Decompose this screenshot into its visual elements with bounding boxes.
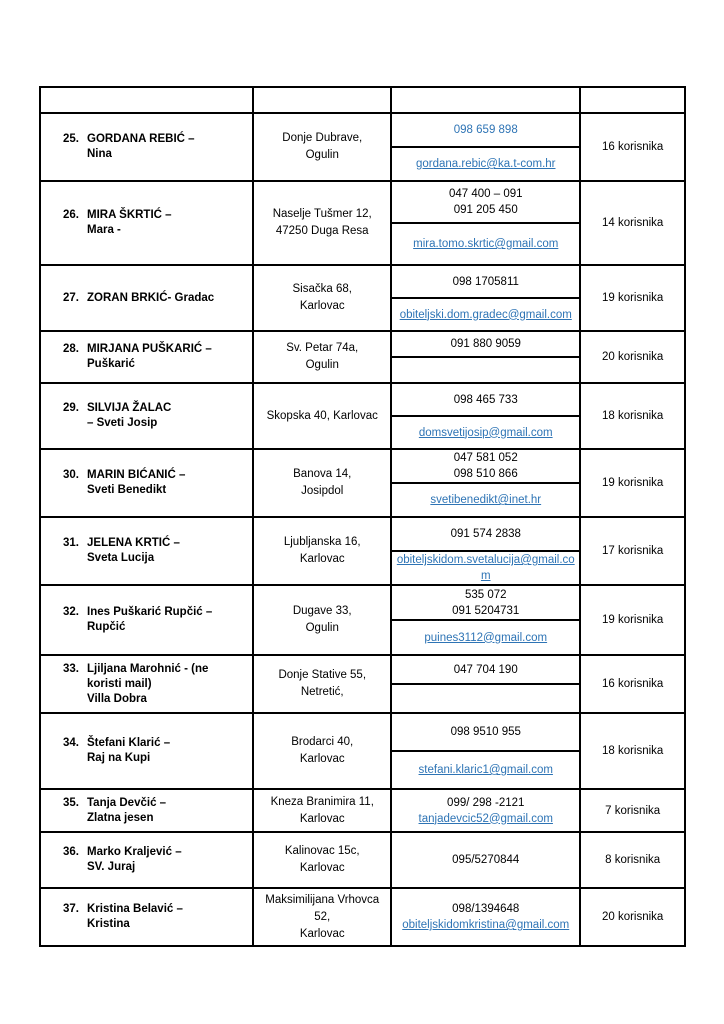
owner-name [63, 605, 252, 620]
address-line: Ogulin [305, 622, 339, 634]
home-name: Zlatna jesen [87, 811, 154, 824]
owner-cell [40, 832, 253, 888]
address-cell [253, 888, 391, 946]
address-line: Karlovac [299, 300, 345, 312]
phone-number: 047 400 – 091 [448, 188, 523, 200]
row-number: 36. [63, 846, 79, 858]
phone-number: 091 574 2838 [450, 528, 521, 540]
owner-name-text: MIRA ŠKRTIĆ – [87, 209, 172, 221]
contact-box [392, 586, 579, 654]
email-link[interactable]: obiteljskidom.svetalucija@gmail.com [392, 550, 579, 584]
home-name: Kristina [87, 918, 130, 930]
row-number: 25. [63, 133, 79, 145]
owner-name [63, 902, 252, 917]
contact-cell [391, 265, 580, 331]
phone-number: 091 205 450 [453, 204, 518, 216]
address-line: Sv. Petar 74a, [286, 342, 359, 354]
contact-box [392, 332, 579, 382]
address-cell [253, 383, 391, 449]
owner-name-text: Marko Kraljević – [87, 846, 182, 858]
owner-name [63, 736, 252, 751]
owner-name [63, 342, 252, 357]
phone-number: 098 510 866 [453, 468, 518, 480]
address-cell [253, 585, 391, 655]
address-line: Netretić, [300, 686, 344, 698]
table-row [40, 331, 685, 383]
owner-cell [40, 789, 253, 832]
owner-cell [40, 655, 253, 713]
phone-box [392, 332, 579, 356]
address-line: Ljubljanska 16, [283, 536, 361, 548]
contact-cell [391, 789, 580, 832]
row-number: 34. [63, 737, 79, 749]
email-link [392, 683, 579, 712]
contact-box [392, 852, 579, 868]
owner-cell [40, 265, 253, 331]
home-name: Puškarić [87, 358, 135, 370]
owner-cell [40, 517, 253, 585]
care-homes-table [39, 86, 686, 947]
users-count: 18 korisnika [580, 713, 685, 789]
header-cell [391, 87, 580, 113]
owner-name [63, 536, 252, 551]
phone-number: 098/1394648 [452, 903, 520, 915]
contact-cell [391, 713, 580, 789]
contact-box [392, 384, 579, 448]
contact-box [392, 795, 579, 827]
contact-cell [391, 517, 580, 585]
address-line: Karlovac [299, 753, 345, 765]
contact-cell [391, 585, 580, 655]
owner-cell [40, 181, 253, 265]
header-cell [40, 87, 253, 113]
phone-box [392, 714, 579, 750]
address-line: Ogulin [305, 359, 339, 371]
row-number: 28. [63, 343, 79, 355]
owner-name-text: SILVIJA ŽALAC [87, 402, 172, 414]
address-line: Josipdol [301, 485, 344, 497]
row-number: 32. [63, 606, 79, 618]
address-cell [253, 331, 391, 383]
phone-number: 535 072 [464, 588, 507, 601]
header-cell [580, 87, 685, 113]
row-number: 30. [63, 469, 79, 481]
phone-number: 091 5204731 [452, 604, 520, 617]
address-line: Naselje Tušmer 12, [272, 208, 372, 220]
phone-box [392, 586, 579, 619]
email-link[interactable]: tanjadevcic52@gmail.com [418, 812, 553, 825]
owner-cell [40, 383, 253, 449]
home-name: Sveta Lucija [87, 552, 155, 564]
email-link[interactable]: puines3112@gmail.com [392, 619, 579, 654]
phone-number: 099/ 298 -2121 [447, 796, 525, 809]
phone-number: 098 659 898 [453, 124, 518, 136]
address-line: Ogulin [305, 149, 339, 161]
address-line: Sisačka 68, [292, 283, 352, 295]
users-count: 19 korisnika [580, 265, 685, 331]
phone-number: 047 704 190 [453, 663, 518, 676]
address-line: Donje Stative 55, [278, 669, 367, 681]
users-count: 8 korisnika [580, 832, 685, 888]
contact-cell [391, 113, 580, 181]
owner-name-text: GORDANA REBIĆ – [87, 133, 195, 145]
contact-box [392, 266, 579, 330]
table-row [40, 449, 685, 517]
email-link[interactable]: obiteljskidomkristina@gmail.com [402, 919, 570, 931]
owner-name-text: MARIN BIĆANIĆ – [87, 469, 186, 481]
address-cell [253, 181, 391, 265]
phone-box [392, 656, 579, 683]
phone-number: 098 9510 955 [450, 726, 521, 738]
address-cell [253, 832, 391, 888]
header-cell [253, 87, 391, 113]
table-row [40, 113, 685, 181]
address-cell [253, 655, 391, 713]
phone-box [392, 266, 579, 297]
home-name: koristi mail) [87, 677, 152, 690]
email-link[interactable]: gordana.rebic@ka.t-com.hr [392, 146, 579, 180]
row-number: 35. [63, 796, 79, 809]
address-cell [253, 789, 391, 832]
owner-cell [40, 449, 253, 517]
address-line: Brodarci 40, [291, 736, 354, 748]
users-count: 16 korisnika [580, 655, 685, 713]
home-name: Raj na Kupi [87, 752, 151, 764]
users-count: 20 korisnika [580, 331, 685, 383]
address-line: 47250 Duga Resa [275, 225, 369, 237]
address-line: Karlovac [299, 553, 345, 565]
owner-name-text: Kristina Belavić – [87, 903, 183, 915]
table-row [40, 713, 685, 789]
contact-box [392, 901, 579, 933]
owner-name [63, 662, 252, 677]
phone-number: 095/5270844 [452, 854, 520, 866]
row-number: 29. [63, 402, 79, 414]
contact-box [392, 656, 579, 712]
address-line: Maksimilijana Vrhovca [265, 893, 380, 906]
email-link[interactable]: stefani.klaric1@gmail.com [392, 750, 579, 788]
owner-name [63, 845, 252, 860]
owner-name [63, 468, 252, 483]
users-count: 18 korisnika [580, 383, 685, 449]
contact-cell [391, 331, 580, 383]
table-row [40, 655, 685, 713]
phone-box [392, 114, 579, 146]
address-line: Karlovac [299, 927, 345, 940]
home-name: Sveti Benedikt [87, 484, 167, 496]
users-count: 7 korisnika [580, 789, 685, 832]
phone-box [392, 182, 579, 222]
email-link[interactable]: obiteljski.dom.gradec@gmail.com [392, 297, 579, 330]
contact-cell [391, 888, 580, 946]
contact-box [392, 714, 579, 788]
address-cell [253, 265, 391, 331]
phone-number: 098 465 733 [453, 393, 518, 406]
users-count: 19 korisnika [580, 449, 685, 517]
users-count: 17 korisnika [580, 517, 685, 585]
owner-name-text: Štefani Klarić – [87, 737, 171, 749]
email-link [392, 356, 579, 382]
users-count: 14 korisnika [580, 181, 685, 265]
table-row [40, 789, 685, 832]
address-line: 52, [314, 910, 331, 923]
address-line: Skopska 40, Karlovac [266, 409, 378, 422]
contact-box [392, 518, 579, 584]
home-name: Villa Dobra [87, 692, 147, 705]
table-row [40, 585, 685, 655]
address-line: Banova 14, [293, 468, 352, 480]
address-line: Donje Dubrave, [282, 132, 363, 144]
address-line: Kalinovac 15c, [284, 845, 360, 857]
address-line: Karlovac [299, 812, 345, 825]
owner-name-text: MIRJANA PUŠKARIĆ – [87, 343, 212, 355]
owner-cell [40, 713, 253, 789]
table-row [40, 265, 685, 331]
contact-cell [391, 383, 580, 449]
owner-name [63, 401, 252, 416]
address-cell [253, 517, 391, 585]
owner-name-text: Tanja Devčić – [87, 796, 167, 809]
address-cell [253, 713, 391, 789]
phone-box [392, 450, 579, 482]
users-count: 20 korisnika [580, 888, 685, 946]
owner-cell [40, 113, 253, 181]
address-cell [253, 113, 391, 181]
owner-name [63, 132, 252, 147]
owner-cell [40, 331, 253, 383]
row-number: 37. [63, 903, 79, 915]
row-number: 33. [63, 662, 79, 675]
phone-box [392, 384, 579, 415]
contact-box [392, 114, 579, 180]
owner-cell [40, 888, 253, 946]
owner-name [63, 796, 252, 811]
home-name: Nina [87, 148, 112, 160]
users-count: 16 korisnika [580, 113, 685, 181]
table-row [40, 888, 685, 946]
owner-name-text: Ljiljana Marohnić - (ne [87, 662, 209, 675]
owner-name-text: JELENA KRTIĆ – [87, 537, 180, 549]
contact-box [392, 182, 579, 264]
header-row [40, 87, 685, 113]
contact-cell [391, 832, 580, 888]
phone-box [392, 518, 579, 550]
table-row [40, 181, 685, 265]
owner-cell [40, 585, 253, 655]
address-line: Dugave 33, [292, 605, 352, 617]
owner-name [63, 291, 252, 306]
email-link[interactable]: svetibenedikt@inet.hr [392, 482, 579, 516]
contact-cell [391, 655, 580, 713]
owner-name-text: ZORAN BRKIĆ- Gradac [87, 291, 215, 304]
phone-number: 098 1705811 [452, 275, 519, 288]
owner-name-text: Ines Puškarić Rupčić – [87, 606, 213, 618]
address-line: Karlovac [299, 862, 345, 874]
home-name: – Sveti Josip [87, 417, 158, 429]
phone-number: 047 581 052 [453, 452, 518, 464]
table-row [40, 383, 685, 449]
contact-box [392, 450, 579, 516]
home-name: Rupčić [87, 621, 126, 633]
contact-cell [391, 181, 580, 265]
row-number: 27. [63, 291, 79, 304]
users-count: 19 korisnika [580, 585, 685, 655]
table-row [40, 517, 685, 585]
table-row [40, 832, 685, 888]
home-name: SV. Juraj [87, 861, 136, 873]
owner-name [63, 208, 252, 223]
email-link[interactable]: mira.tomo.skrtic@gmail.com [392, 222, 579, 264]
phone-number: 091 880 9059 [450, 338, 521, 350]
address-line: Kneza Branimira 11, [270, 795, 374, 808]
contact-cell [391, 449, 580, 517]
row-number: 26. [63, 209, 79, 221]
home-name: Mara - [87, 224, 121, 236]
address-cell [253, 449, 391, 517]
email-link[interactable]: domsvetijosip@gmail.com [392, 415, 579, 448]
row-number: 31. [63, 537, 79, 549]
